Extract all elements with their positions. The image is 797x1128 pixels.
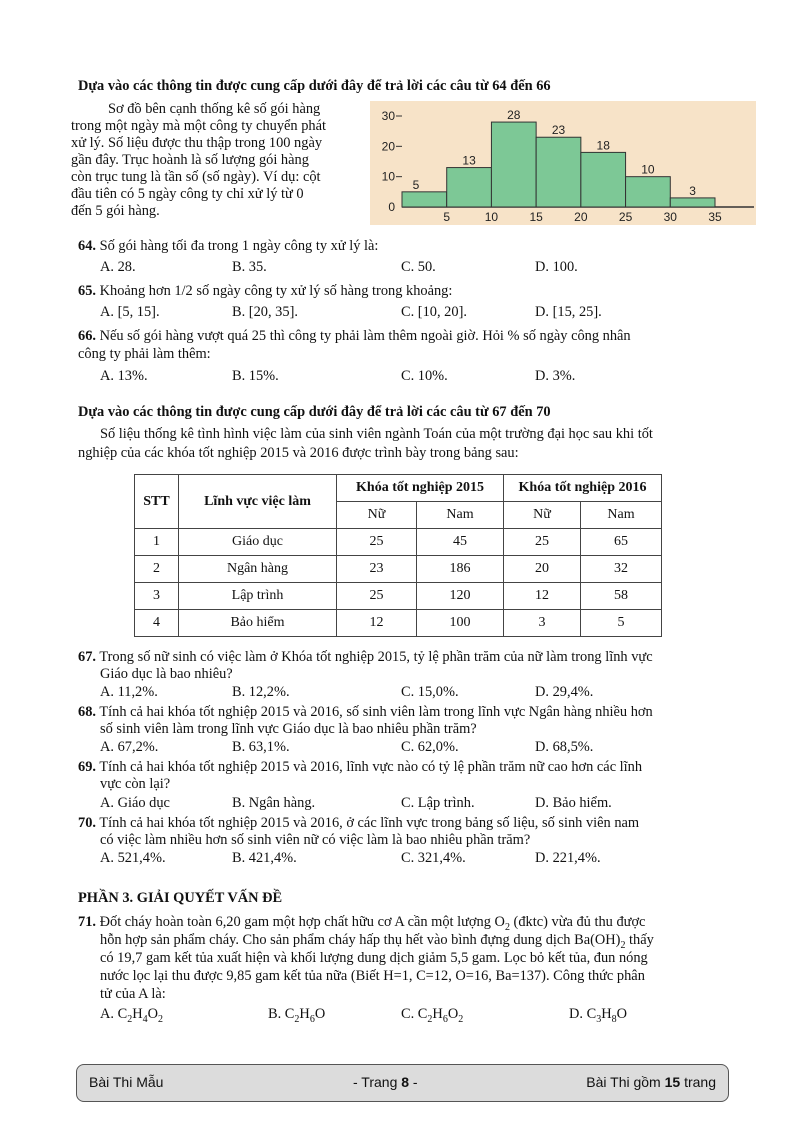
- histogram-bar: [447, 168, 492, 207]
- footer-page: - Trang 8 -: [353, 1074, 418, 1090]
- option-a[interactable]: A. 521,4%.: [100, 850, 166, 866]
- page-footer: [76, 1064, 729, 1102]
- histogram-bar: [491, 122, 536, 207]
- table-cell: 23: [337, 556, 417, 583]
- header-field: Lĩnh vực việc làm: [179, 475, 337, 529]
- intro-line: trong một ngày mà một công ty chuyển phát: [71, 118, 326, 134]
- x-tick-label: 5: [443, 210, 451, 224]
- footer-right: Bài Thi gồm 15 trang: [586, 1074, 716, 1090]
- question-66-cont: công ty phải làm thêm:: [78, 346, 211, 362]
- option-b[interactable]: B. 63,1%.: [232, 739, 290, 755]
- table-cell: 25: [337, 583, 417, 610]
- option-c[interactable]: C. 62,0%.: [401, 739, 459, 755]
- x-tick-label: 20: [574, 210, 588, 224]
- option-d[interactable]: D. [15, 25].: [535, 304, 602, 320]
- option-c[interactable]: C. 50.: [401, 259, 436, 275]
- intro-line: gần đây. Trục hoành là số lượng gói hàng: [71, 152, 309, 168]
- option-a[interactable]: A. $C_2H_4O_2$: [100, 1006, 163, 1025]
- table-cell: 100: [417, 610, 504, 637]
- table-cell: 1: [135, 529, 179, 556]
- question-71-line: có 19,7 gam kết tủa xuất hiện và khối lượng dung dịch giảm 5,5 gam. Lọc bỏ kết tủa, đun nóng: [100, 950, 648, 966]
- table-cell: 32: [581, 556, 662, 583]
- table-cell: 20: [504, 556, 581, 583]
- table-cell: 4: [135, 610, 179, 637]
- option-a[interactable]: A. 11,2%.: [100, 684, 158, 700]
- option-b[interactable]: B. Ngân hàng.: [232, 795, 316, 811]
- table-cell: 186: [417, 556, 504, 583]
- table-cell: 3: [504, 610, 581, 637]
- option-a[interactable]: A. 28.: [100, 259, 136, 275]
- histogram-bar: [670, 198, 715, 207]
- header-2015: Khóa tốt nghiệp 2015: [337, 475, 504, 502]
- question-67: 67. Trong số nữ sinh có việc làm ở Khóa tốt nghiệp 2015, tỷ lệ phần trăm của nữ làm trong lĩnh vực: [78, 649, 653, 665]
- bar-value-label: 28: [507, 108, 521, 123]
- section2-heading: Dựa vào các thông tin được cung cấp dưới đây để trả lời các câu từ 67 đến 70: [78, 404, 551, 420]
- bar-value-label: 10: [641, 162, 655, 177]
- question-68: 68. Tính cả hai khóa tốt nghiệp 2015 và 2016, số sinh viên làm trong lĩnh vực Ngân hàng nhiều hơn: [78, 704, 653, 720]
- option-a[interactable]: A. 67,2%.: [100, 739, 159, 755]
- option-b[interactable]: B. $C_2H_6O$: [268, 1006, 326, 1025]
- question-69-cont: vực còn lại?: [100, 776, 171, 792]
- intro-line: nghiệp của các khóa tốt nghiệp 2015 và 2016 được trình bày trong bảng sau:: [78, 445, 519, 461]
- x-tick-label: 10: [484, 210, 499, 224]
- y-tick-label: 20: [381, 139, 395, 154]
- option-a[interactable]: A. Giáo dục: [100, 795, 170, 811]
- x-tick-label: 30: [663, 210, 677, 224]
- y-tick-label: 0: [388, 200, 395, 214]
- table-cell: 58: [581, 583, 662, 610]
- option-d[interactable]: D. Bảo hiểm.: [535, 795, 612, 811]
- question-71-line: hỗn hợp sản phẩm cháy. Cho sản phẩm cháy hấp thụ hết vào bình đựng dung dịch $Ba(OH)_2$ thấy: [100, 932, 654, 951]
- footer-left: Bài Thi Mẫu: [89, 1074, 164, 1090]
- table-cell: 120: [417, 583, 504, 610]
- option-d[interactable]: D. 221,4%.: [535, 850, 601, 866]
- option-c[interactable]: C. Lập trình.: [401, 795, 475, 811]
- option-b[interactable]: B. 35.: [232, 259, 267, 275]
- question-69: 69. Tính cả hai khóa tốt nghiệp 2015 và 2016, lĩnh vực nào có tỷ lệ phần trăm nữ cao hơn các lĩnh: [78, 759, 643, 775]
- bar-value-label: 3: [689, 183, 696, 198]
- option-a[interactable]: A. 13%.: [100, 368, 148, 384]
- table-cell: Ngân hàng: [179, 556, 337, 583]
- question-65: 65. Khoảng hơn 1/2 số ngày công ty xử lý số hàng trong khoảng:: [78, 283, 453, 299]
- option-c[interactable]: C. $C_2H_6O_2$: [401, 1006, 464, 1025]
- question-68-cont: số sinh viên làm trong lĩnh vực Giáo dục là bao nhiêu phần trăm?: [100, 721, 477, 737]
- option-d[interactable]: D. 29,4%.: [535, 684, 594, 700]
- subheader: Nam: [581, 502, 662, 529]
- intro-line: Sơ đồ bên cạnh thống kê số gói hàng: [108, 101, 321, 117]
- subheader: Nam: [417, 502, 504, 529]
- option-d[interactable]: D. 100.: [535, 259, 578, 275]
- intro-line: đầu tiên có 5 ngày công ty chỉ xử lý từ 0: [71, 186, 304, 202]
- option-c[interactable]: C. 10%.: [401, 368, 448, 384]
- histogram-bar: [402, 192, 447, 207]
- table-row: [135, 556, 662, 583]
- option-b[interactable]: B. 421,4%.: [232, 850, 297, 866]
- table-row: [135, 583, 662, 610]
- table-cell: Lập trình: [179, 583, 337, 610]
- option-b[interactable]: B. 15%.: [232, 368, 279, 384]
- section1-heading: Dựa vào các thông tin được cung cấp dưới đây để trả lời các câu từ 64 đến 66: [78, 78, 551, 94]
- option-d[interactable]: D. 3%.: [535, 368, 576, 384]
- option-b[interactable]: B. [20, 35].: [232, 304, 298, 320]
- intro-line: đến 5 gói hàng.: [71, 203, 160, 219]
- question-71-line: tử của A là:: [100, 986, 166, 1002]
- histogram-chart: [370, 101, 756, 225]
- table-cell: 12: [504, 583, 581, 610]
- question-71: 71. Đốt cháy hoàn toàn 6,20 gam một hợp chất hữu cơ A cần một lượng $O_2$ (đktc) vừa đủ thu được: [78, 914, 646, 933]
- intro-line: xử lý. Số liệu được thu thập trong 100 ngày: [71, 135, 323, 151]
- table-cell: 65: [581, 529, 662, 556]
- x-tick-label: 35: [708, 210, 722, 224]
- table-cell: Bảo hiểm: [179, 610, 337, 637]
- table-row: [135, 529, 662, 556]
- x-tick-label: 25: [618, 210, 633, 224]
- option-b[interactable]: B. 12,2%.: [232, 684, 290, 700]
- part3-heading: PHẦN 3. GIẢI QUYẾT VẤN ĐỀ: [78, 890, 283, 906]
- subheader: Nữ: [337, 502, 417, 529]
- table-cell: 45: [417, 529, 504, 556]
- bar-value-label: 13: [462, 153, 476, 168]
- intro-line: Số liệu thống kê tình hình việc làm của sinh viên ngành Toán của một trường đại học sau khi tốt: [100, 426, 653, 442]
- question-70-cont: có việc làm nhiều hơn số sinh viên nữ có việc làm là bao nhiêu phần trăm?: [100, 832, 531, 848]
- table-cell: 25: [504, 529, 581, 556]
- option-c[interactable]: C. 15,0%.: [401, 684, 459, 700]
- option-a[interactable]: A. [5, 15].: [100, 304, 160, 320]
- question-71-line: nước lọc lại thu được 9,85 gam kết tủa nữa (Biết H=1, C=12, O=16, Ba=137). Công thức phân: [100, 968, 645, 984]
- intro-line: còn trục tung là tần số (số ngày). Ví dụ: cột: [71, 169, 321, 185]
- y-tick-label: 10: [381, 169, 395, 184]
- table-cell: 2: [135, 556, 179, 583]
- bar-value-label: 5: [412, 177, 420, 192]
- bar-value-label: 18: [596, 138, 610, 153]
- table-cell: 5: [581, 610, 662, 637]
- question-67-cont: Giáo dục là bao nhiêu?: [100, 666, 233, 682]
- option-d[interactable]: D. $C_3H_8O$: [569, 1006, 627, 1025]
- histogram-bar: [581, 152, 626, 207]
- header-stt: STT: [135, 475, 179, 529]
- table-cell: Giáo dục: [179, 529, 337, 556]
- option-d[interactable]: D. 68,5%.: [535, 739, 594, 755]
- table-cell: 25: [337, 529, 417, 556]
- histogram-bar: [536, 137, 581, 207]
- table-cell: 3: [135, 583, 179, 610]
- x-tick-label: 15: [529, 210, 543, 224]
- y-tick-label: 30: [381, 109, 395, 123]
- header-2016: Khóa tốt nghiệp 2016: [504, 475, 662, 502]
- question-70: 70. Tính cả hai khóa tốt nghiệp 2015 và 2016, ở các lĩnh vực trong bảng số liệu, số sinh viên nam: [78, 815, 640, 831]
- employment-table: [134, 474, 662, 637]
- subheader: Nữ: [504, 502, 581, 529]
- option-c[interactable]: C. 321,4%.: [401, 850, 466, 866]
- option-c[interactable]: C. [10, 20].: [401, 304, 467, 320]
- table-row: [135, 610, 662, 637]
- question-64: 64. Số gói hàng tối đa trong 1 ngày công ty xử lý là:: [78, 238, 379, 254]
- question-66: 66. Nếu số gói hàng vượt quá 25 thì công ty phải làm thêm ngoài giờ. Hỏi % số ngày công nhân: [78, 328, 631, 344]
- histogram-bar: [626, 177, 671, 207]
- bar-value-label: 23: [551, 123, 566, 138]
- table-cell: 12: [337, 610, 417, 637]
